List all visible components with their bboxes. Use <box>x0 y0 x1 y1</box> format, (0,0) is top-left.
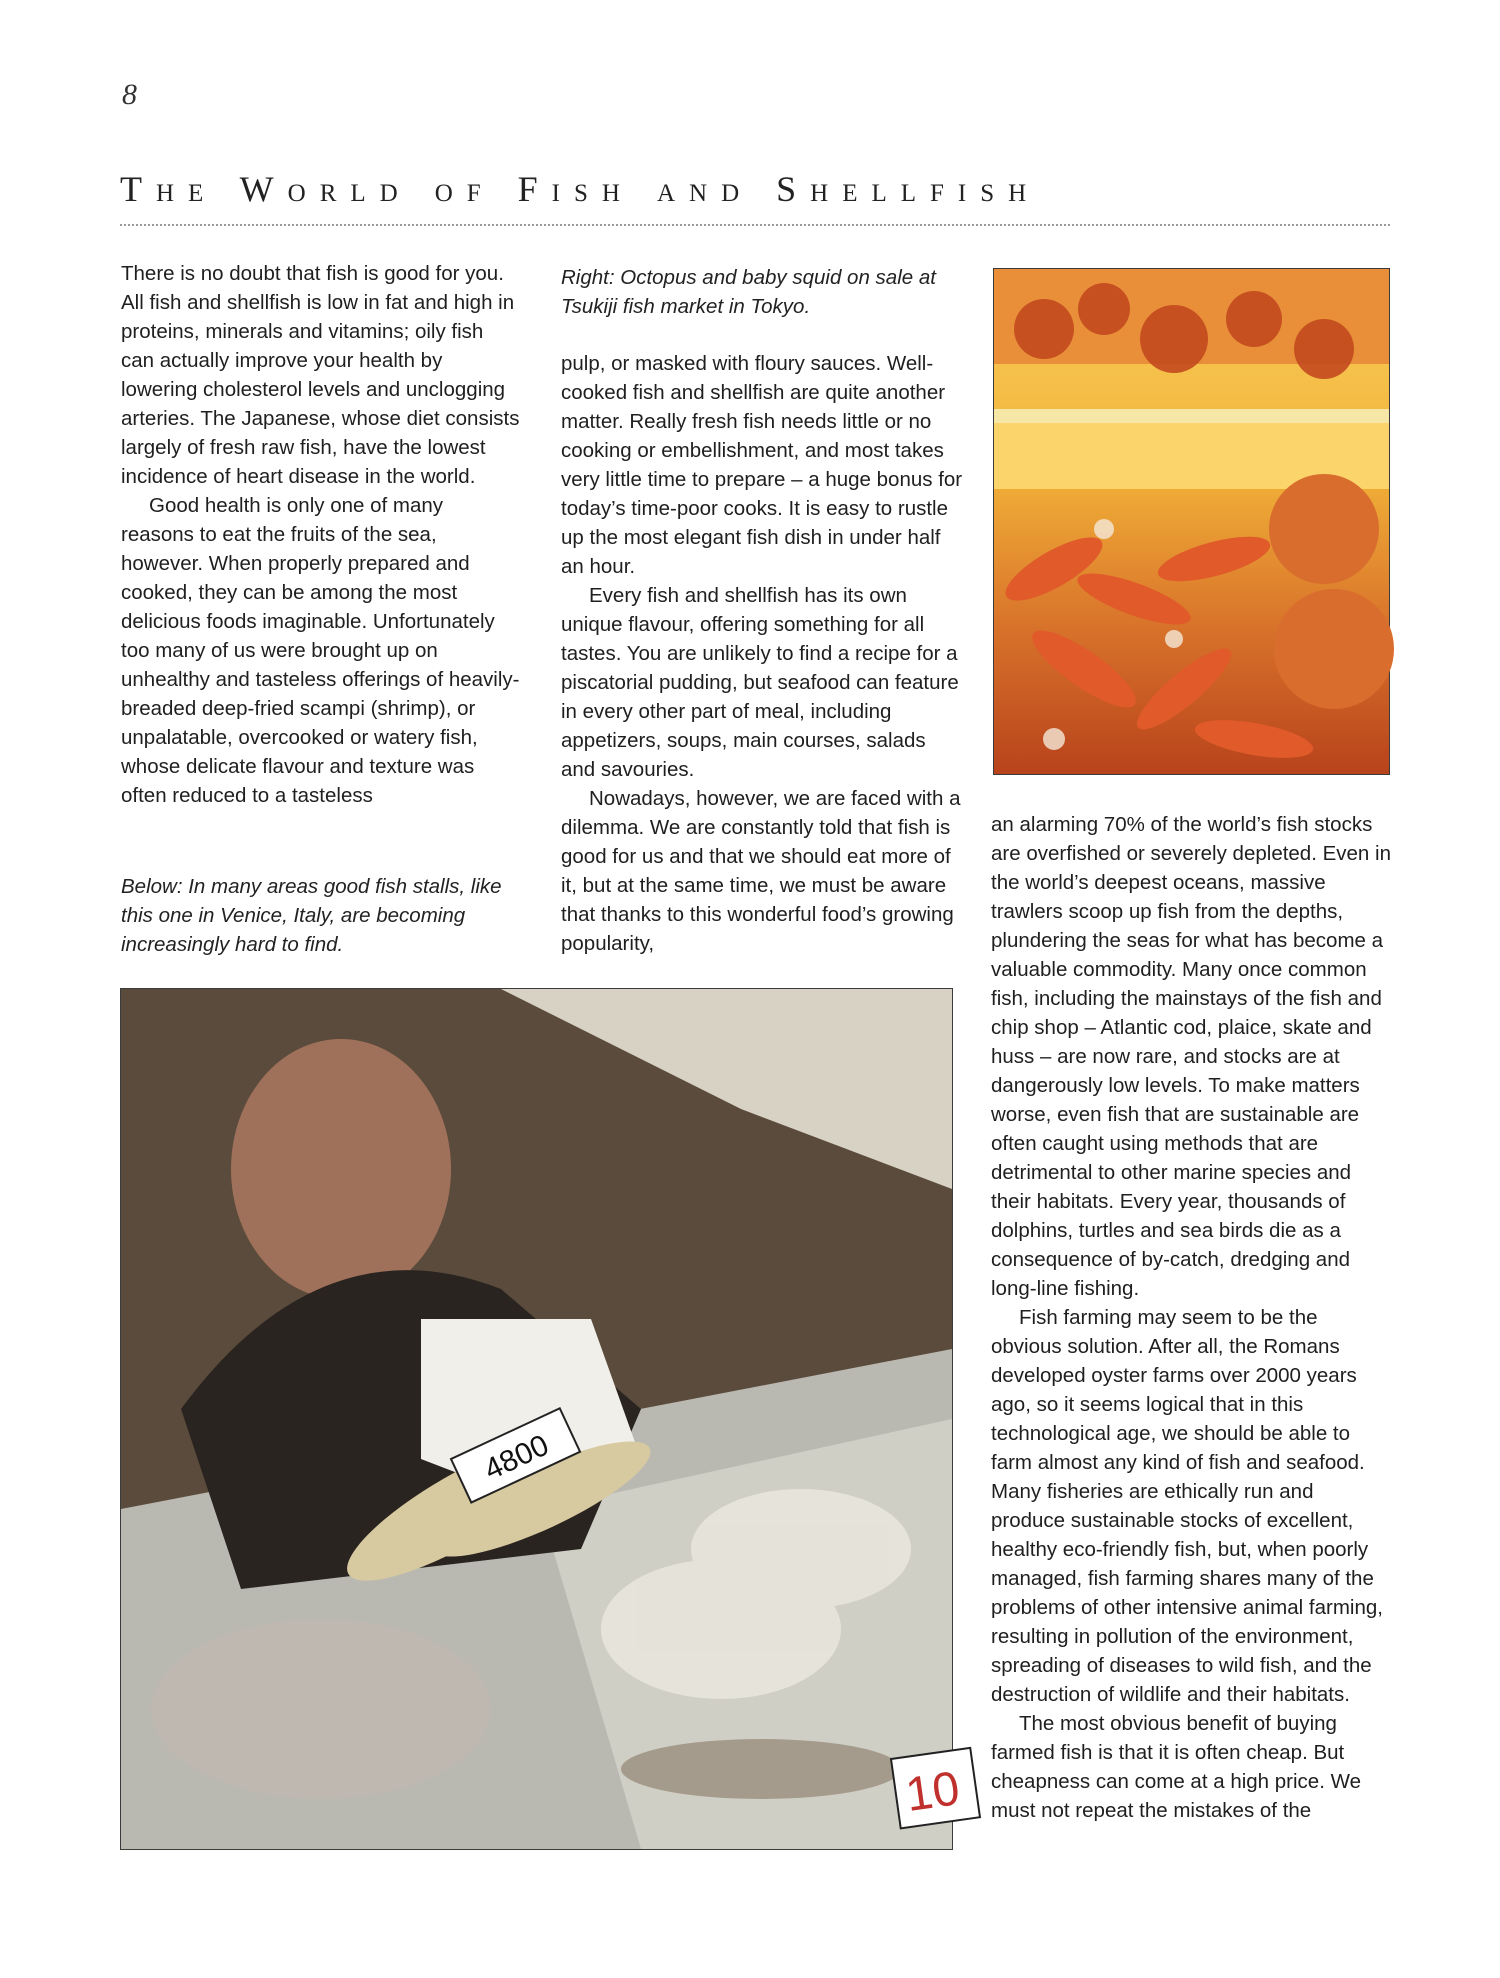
page-title: The World of Fish and Shellfish <box>120 169 1041 209</box>
market-photo-art <box>121 989 963 1849</box>
paragraph: an alarming 70% of the world’s fish stocks are overfished or severely depleted. Even in the world’s deepest oceans, massive trawlers scoop up fish from the depths, plundering the seas for what has become a valuable commodity. Many once common fish, including the mainstays of the fish and chip shop – Atlantic cod, plaice, skate and huss – are now rare, and stocks are at dangerously low levels. To make matters worse, even fish that are sustainable are often caught using methods that are detrimental to other marine species and their habitats. Every year, thousands of dolphins, turtles and sea birds die as a consequence of by-catch, dredging and long-line fishing. <box>991 813 1391 1300</box>
venice-fish-stall-photo <box>120 988 963 1850</box>
paragraph: Fish farming may seem to be the obvious solution. After all, the Romans developed oyster farms over 2000 years ago, so it seems logical that in this technological age, we should be able to farm almost any kind of fish and seafood. Many fisheries are ethically run and produce sustainable stocks of excellent, healthy eco-friendly fish, but, when poorly managed, fish farming shares many of the problems of other intensive animal farming, resulting in pollution of the environment, spreading of diseases to wild fish, and the destruction of wildlife and their habitats. <box>991 1306 1383 1706</box>
octopus-photo-art <box>994 269 1389 774</box>
paragraph: Nowadays, however, we are faced with a dilemma. We are constantly told that fish is good for us and that we should eat more of it, but at the same time, we must be aware that thanks to this wonderful food’s growing popularity, <box>561 787 961 955</box>
price-tag-text: 4800 <box>479 1428 554 1487</box>
paragraph: The most obvious benefit of buying farmed fish is that it is often cheap. But cheapness can come at a high price. We must not repeat the mistakes of the <box>991 1712 1361 1822</box>
octopus-squid-photo <box>993 268 1390 775</box>
title-divider <box>120 224 1390 226</box>
middle-column <box>561 349 963 958</box>
page-number: 8 <box>122 78 137 111</box>
paragraph: There is no doubt that fish is good for you. All fish and shellfish is low in fat and high in proteins, minerals and vitamins; oily fish can actually improve your health by lowering cholesterol levels and unclogging arteries. The Japanese, whose diet consists largely of fresh raw fish, have the lowest incidence of heart disease in the world. <box>121 262 520 488</box>
caption-right: Right: Octopus and baby squid on sale at Tsukiji fish market in Tokyo. <box>561 266 936 318</box>
paragraph: pulp, or masked with floury sauces. Well-cooked fish and shellfish are quite another matter. Really fresh fish needs little or no cooking or embellishment, and most takes very little time to prepare – a huge bonus for today’s time-poor cooks. It is easy to rustle up the most elegant fish dish in under half an hour. <box>561 352 963 578</box>
left-column <box>121 259 521 810</box>
paragraph: Every fish and shellfish has its own unique flavour, offering something for all tastes. You are unlikely to find a recipe for a piscatorial pudding, but seafood can feature in every other part of meal, including appetizers, soups, main courses, salads and savouries. <box>561 584 959 781</box>
price-tag-text: 10 <box>902 1762 963 1822</box>
right-column <box>991 810 1391 1825</box>
paragraph: Good health is only one of many reasons to eat the fruits of the sea, however. When properly prepared and cooked, they can be among the most delicious foods imaginable. Unfortunately too many of us were brought up on unhealthy and tasteless offerings of heavily-breaded deep-fried scampi (shrimp), or unpalatable, overcooked or watery fish, whose delicate flavour and texture was often reduced to a tasteless <box>121 494 520 807</box>
caption-below: Below: In many areas good fish stalls, like this one in Venice, Italy, are becoming increasingly hard to find. <box>121 875 502 956</box>
